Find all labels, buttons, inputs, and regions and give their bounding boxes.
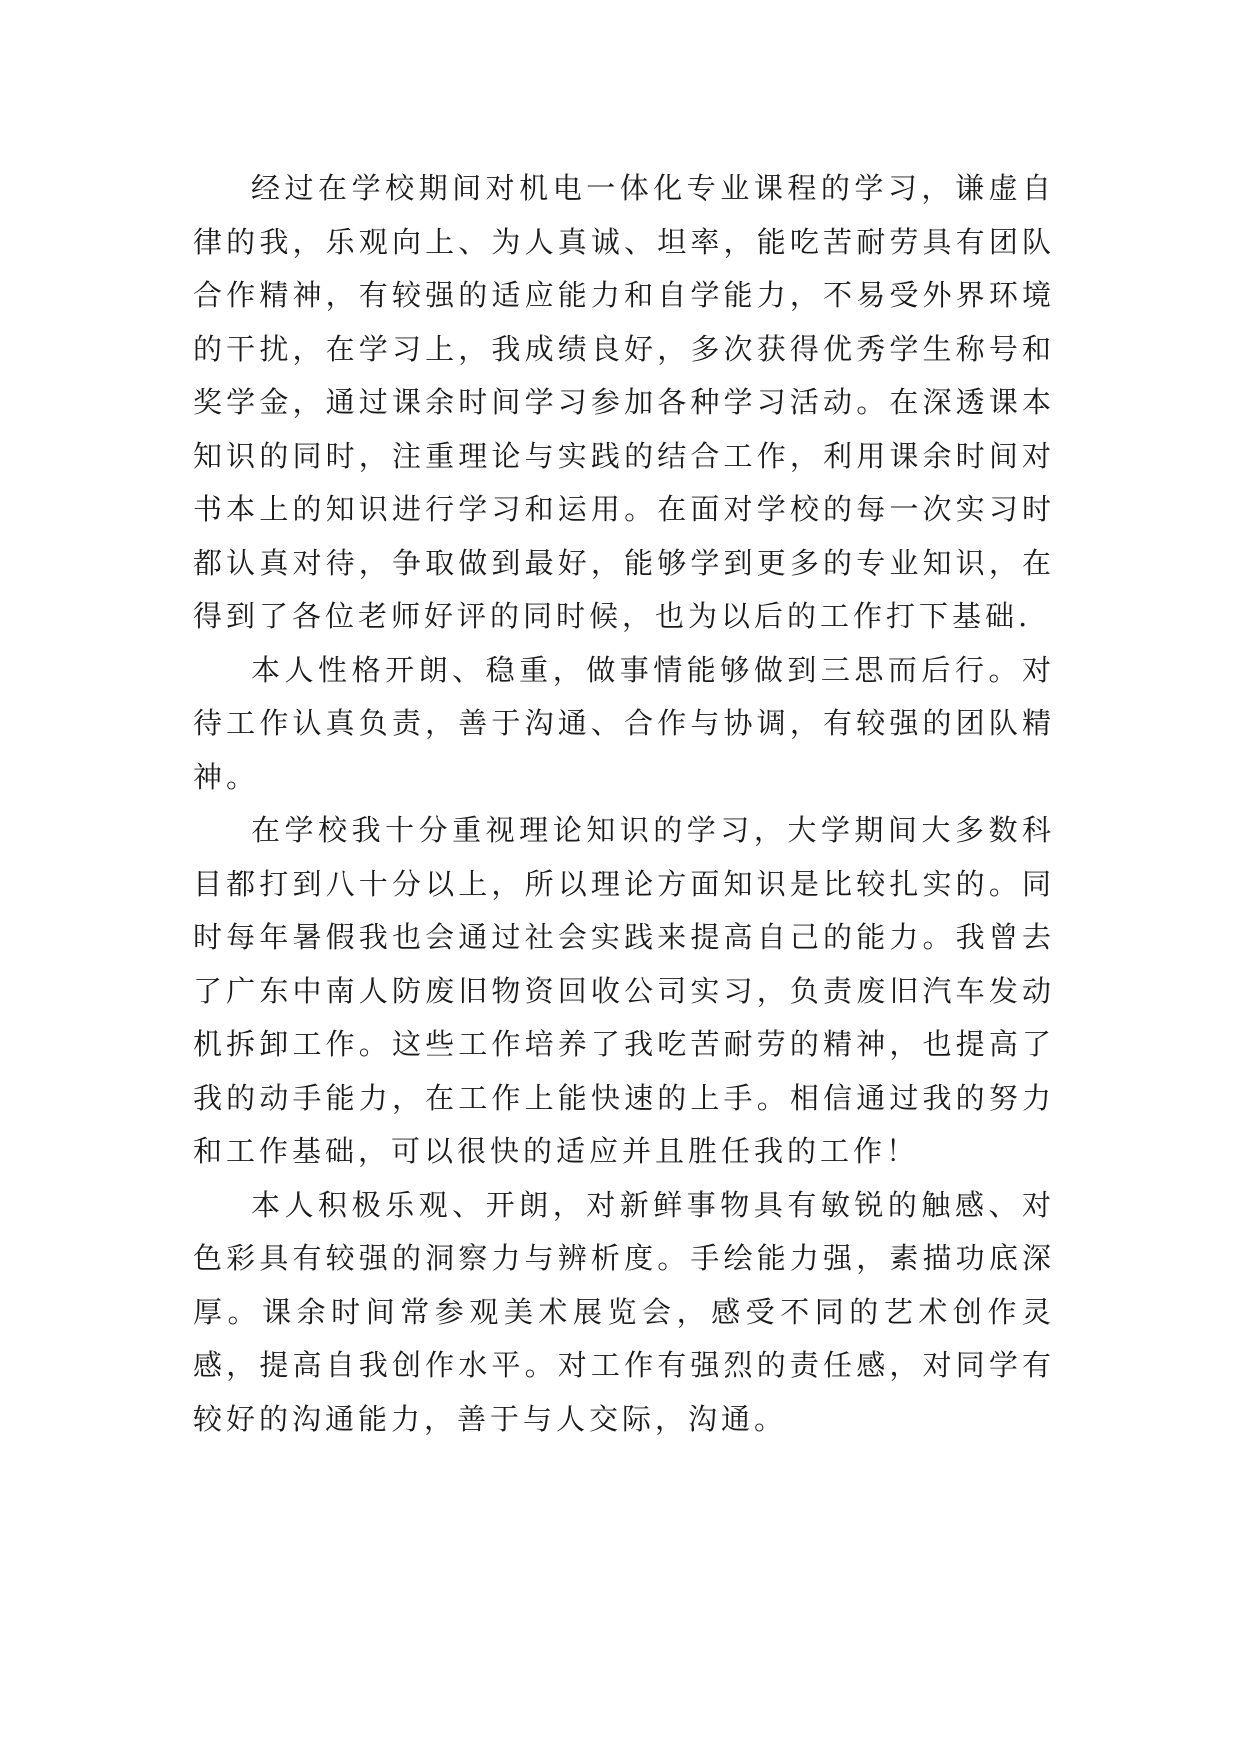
paragraph-1: 经过在学校期间对机电一体化专业课程的学习，谦虚自律的我，乐观向上、为人真诚、坦率，能吃苦耐劳具有团队合作精神，有较强的适应能力和自学能力，不易受外界环境的干扰，在学习上，我成绩良好，多次获得优秀学生称号和奖学金，通过课余时间学习参加各种学习活动。在深透课本知识的同时，注重理论与实践的结合工作，利用课余时间对书本上的知识进行学习和运用。在面对学校的每一次实习时都认真对待，争取做到最好，能够学到更多的专业知识，在得到了各位老师好评的同时候，也为以后的工作打下基础.	[193, 171, 1055, 633]
document-body	[193, 162, 1055, 1446]
paragraph-2: 本人性格开朗、稳重，做事情能够做到三思而后行。对待工作认真负责，善于沟通、合作与协调，有较强的团队精神。	[193, 652, 1055, 794]
paragraph-4: 本人积极乐观、开朗，对新鲜事物具有敏锐的触感、对色彩具有较强的洞察力与辨析度。手绘能力强，素描功底深厚。课余时间常参观美术展览会，感受不同的艺术创作灵感，提高自我创作水平。对工作有强烈的责任感，对同学有较好的沟通能力，善于与人交际，沟通。	[193, 1187, 1055, 1436]
paragraph-3: 在学校我十分重视理论知识的学习，大学期间大多数科目都打到八十分以上，所以理论方面知识是比较扎实的。同时每年暑假我也会通过社会实践来提高自己的能力。我曾去了广东中南人防废旧物资回收公司实习，负责废旧汽车发动机拆卸工作。这些工作培养了我吃苦耐劳的精神，也提高了我的动手能力，在工作上能快速的上手。相信通过我的努力和工作基础，可以很快的适应并且胜任我的工作！	[193, 813, 1055, 1168]
